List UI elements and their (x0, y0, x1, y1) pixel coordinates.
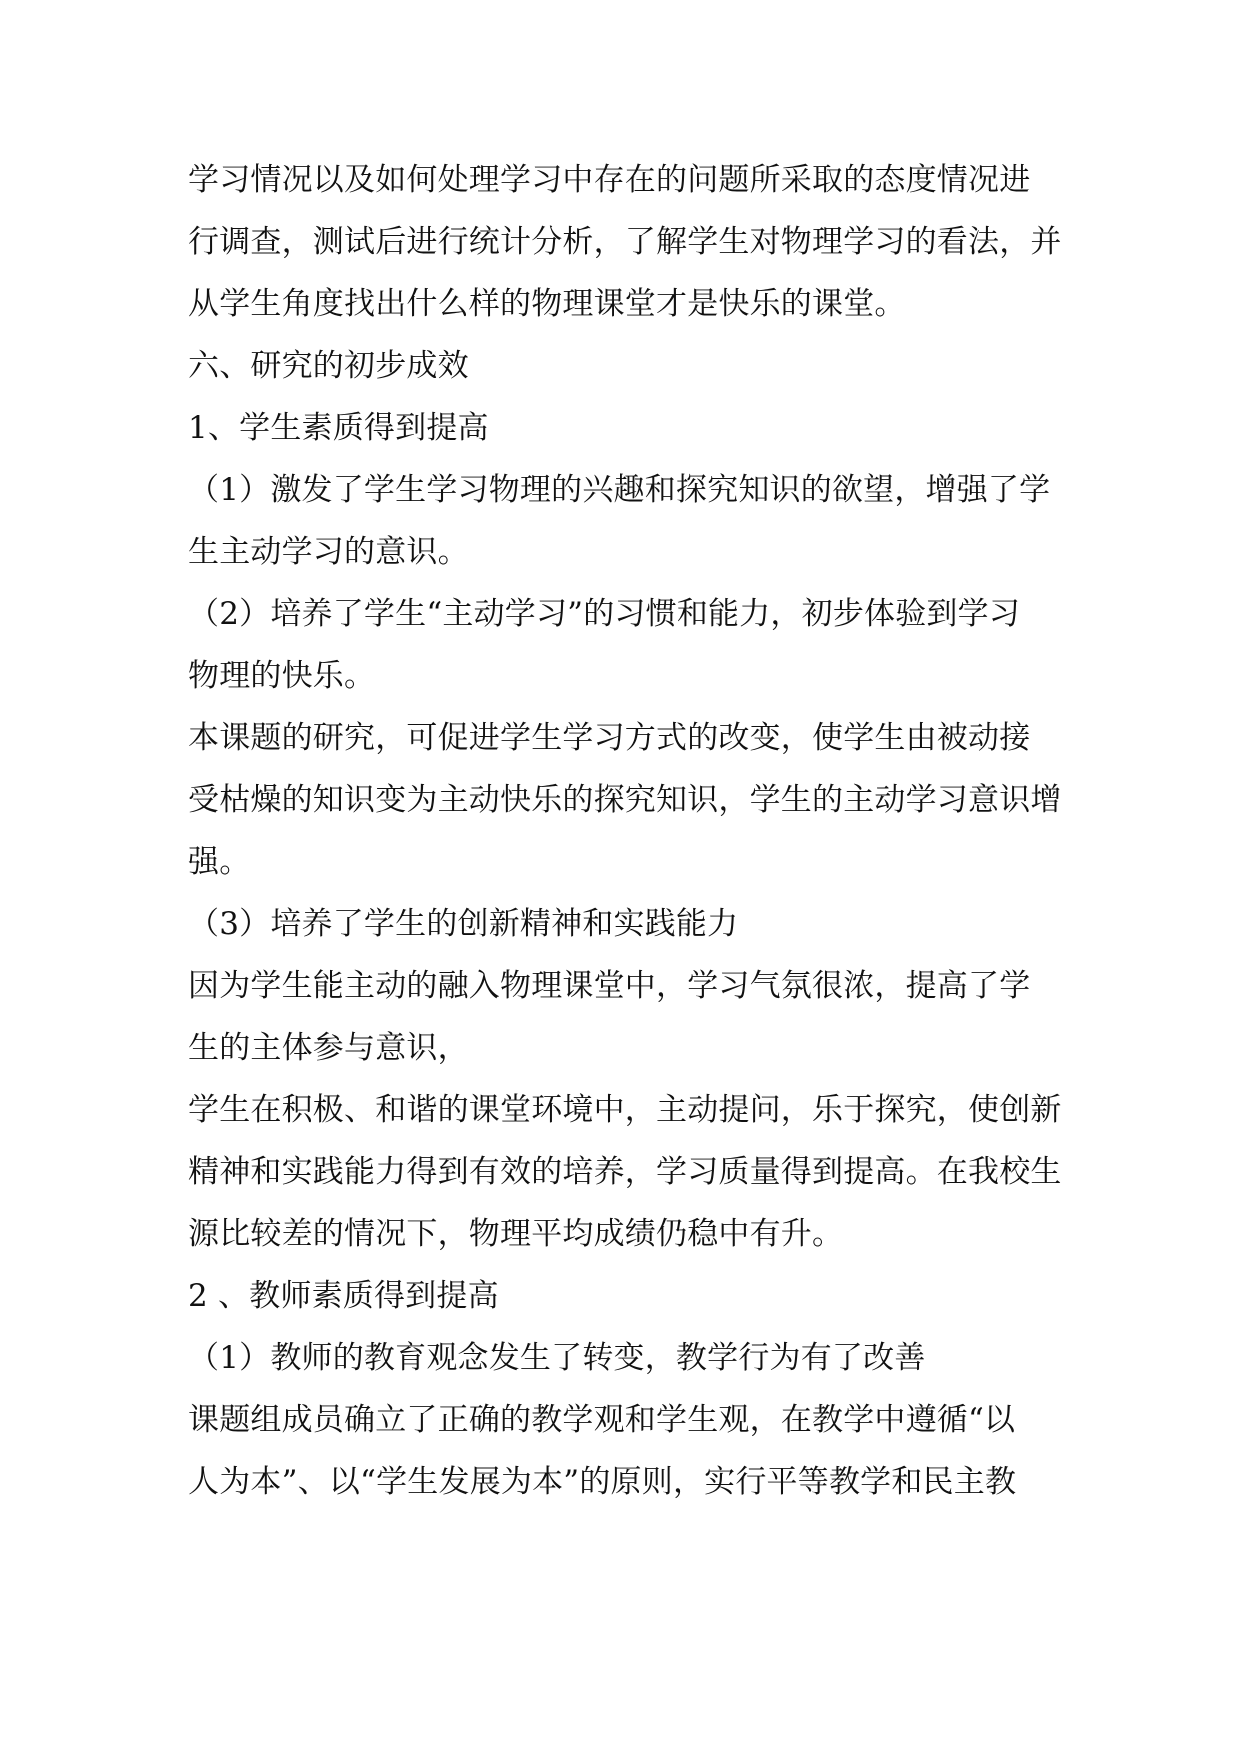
text-line: （2）培养了学生“主动学习”的习惯和能力，初步体验到学习 (188, 596, 1021, 632)
text-line: 课题组成员确立了正确的教学观和学生观，在教学中遵循“以 (188, 1402, 1016, 1438)
text-line: 行调查，测试后进行统计分析，了解学生对物理学习的看法，并 (188, 224, 1062, 260)
text-line: 从学生角度找出什么样的物理课堂才是快乐的课堂。 (188, 286, 906, 322)
subsection-heading: 2 、教师素质得到提高 (188, 1278, 499, 1314)
text-line: 生主动学习的意识。 (188, 534, 469, 570)
text-line: （1）教师的教育观念发生了转变，教学行为有了改善 (188, 1340, 926, 1376)
section-heading: 六、研究的初步成效 (188, 348, 469, 384)
text-line: 受枯燥的知识变为主动快乐的探究知识，学生的主动学习意识增 (188, 782, 1062, 818)
text-line: 学生在积极、和谐的课堂环境中，主动提问，乐于探究，使创新 (188, 1092, 1062, 1128)
subsection-heading: 1、学生素质得到提高 (188, 410, 489, 446)
text-line: 本课题的研究，可促进学生学习方式的改变，使学生由被动接 (188, 720, 1031, 756)
text-line: 物理的快乐。 (188, 658, 376, 694)
text-line: 生的主体参与意识， (188, 1030, 469, 1066)
text-line: （1）激发了学生学习物理的兴趣和探究知识的欲望，增强了学 (188, 472, 1051, 508)
text-line: 因为学生能主动的融入物理课堂中，学习气氛很浓，提高了学 (188, 968, 1031, 1004)
text-line: 强。 (188, 844, 251, 880)
text-line: 学习情况以及如何处理学习中存在的问题所采取的态度情况进 (188, 162, 1031, 198)
text-line: 精神和实践能力得到有效的培养，学习质量得到提高。在我校生 (188, 1154, 1062, 1190)
text-line: 人为本”、以“学生发展为本”的原则，实行平等教学和民主教 (188, 1464, 1017, 1500)
text-line: （3）培养了学生的创新精神和实践能力 (188, 906, 739, 942)
text-line: 源比较差的情况下，物理平均成绩仍稳中有升。 (188, 1216, 844, 1252)
